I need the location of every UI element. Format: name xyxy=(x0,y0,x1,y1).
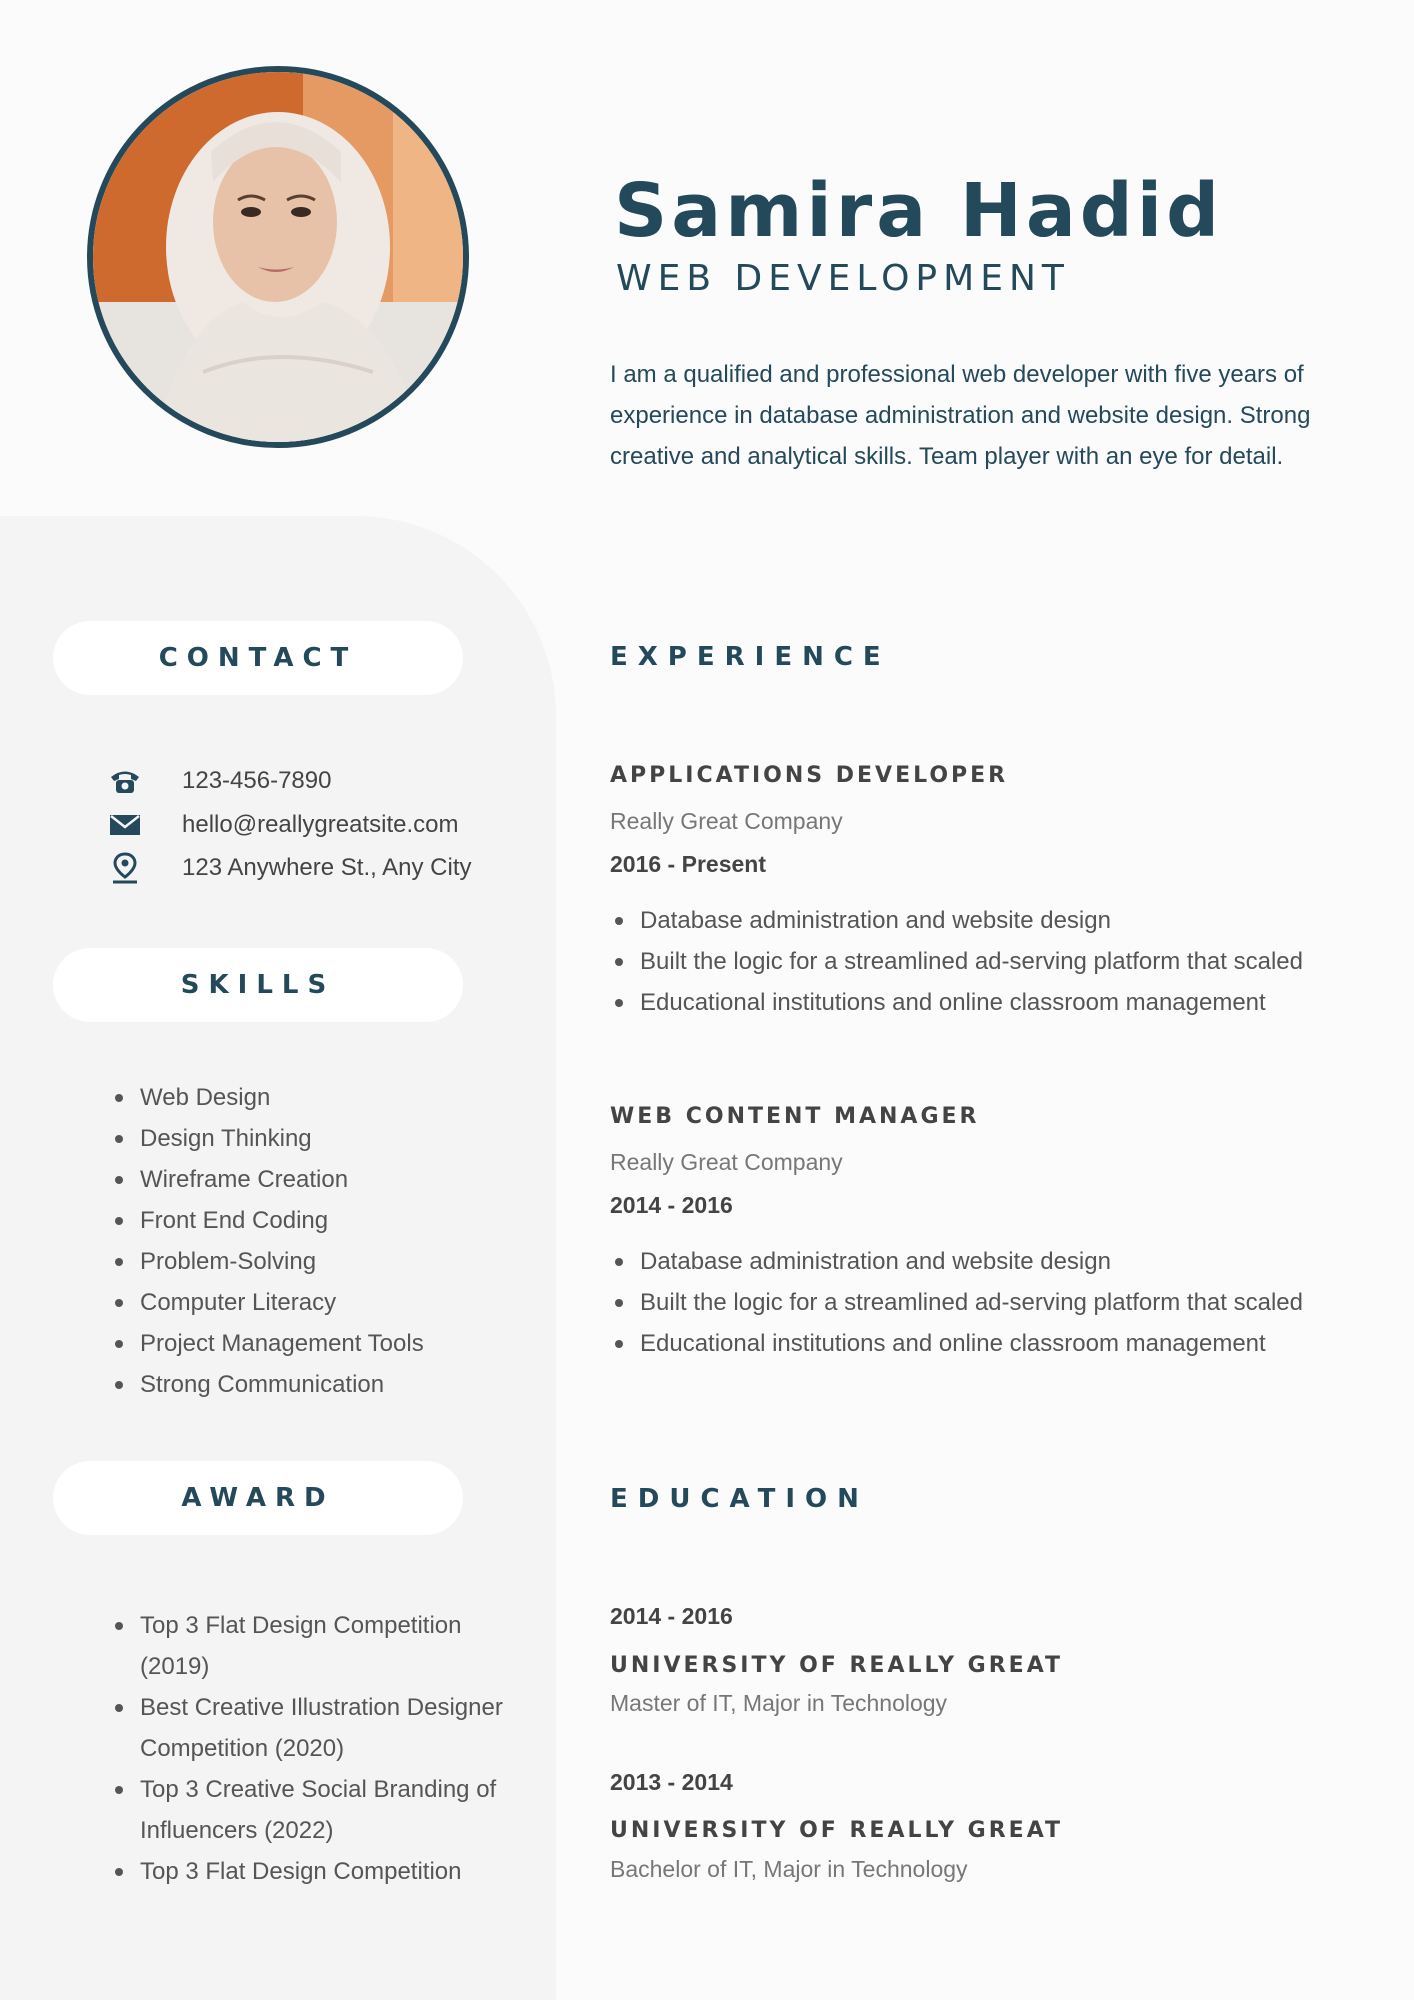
experience-heading: EXPERIENCE xyxy=(610,642,891,672)
list-item: Project Management Tools xyxy=(110,1323,424,1364)
job-role: WEB DEVELOPMENT xyxy=(616,258,1070,299)
list-item: Strong Communication xyxy=(110,1364,424,1405)
list-item: Design Thinking xyxy=(110,1118,424,1159)
phone-number[interactable]: 123-456-7890 xyxy=(182,767,332,794)
education-years: 2014 - 2016 xyxy=(610,1603,733,1629)
contact-address xyxy=(108,851,472,885)
profile-photo xyxy=(87,66,469,448)
list-item: Top 3 Flat Design Competition xyxy=(110,1851,530,1892)
award-list xyxy=(110,1605,530,1892)
list-item: Database administration and website design xyxy=(610,900,1340,941)
degree: Master of IT, Major in Technology xyxy=(610,1690,948,1716)
list-item: Built the logic for a streamlined ad-serving platform that scaled xyxy=(610,941,1340,982)
location-pin-icon xyxy=(108,851,142,885)
job-duties xyxy=(610,1241,1340,1364)
job-duties xyxy=(610,900,1340,1023)
mail-icon xyxy=(108,808,142,842)
list-item: Computer Literacy xyxy=(110,1282,424,1323)
skills-heading: SKILLS xyxy=(53,948,463,1022)
list-item: Built the logic for a streamlined ad-serving platform that scaled xyxy=(610,1282,1340,1323)
list-item: Top 3 Creative Social Branding of Influencers (2022) xyxy=(110,1769,530,1851)
list-item: Front End Coding xyxy=(110,1200,424,1241)
degree: Bachelor of IT, Major in Technology xyxy=(610,1856,968,1882)
school-name: UNIVERSITY OF REALLY GREAT xyxy=(610,1653,1064,1678)
list-item: Best Creative Illustration Designer Competition (2020) xyxy=(110,1687,530,1769)
company-name: Really Great Company xyxy=(610,808,843,834)
address: 123 Anywhere St., Any City xyxy=(182,854,472,881)
skills-list xyxy=(110,1077,424,1405)
education-years: 2013 - 2014 xyxy=(610,1769,733,1795)
list-item: Top 3 Flat Design Competition (2019) xyxy=(110,1605,530,1687)
contact-phone xyxy=(108,764,331,798)
award-heading: AWARD xyxy=(53,1461,463,1535)
phone-icon xyxy=(108,764,142,798)
list-item: Wireframe Creation xyxy=(110,1159,424,1200)
list-item: Educational institutions and online classroom management xyxy=(610,1323,1340,1364)
school-name: UNIVERSITY OF REALLY GREAT xyxy=(610,1818,1064,1843)
list-item: Educational institutions and online classroom management xyxy=(610,982,1340,1023)
list-item: Database administration and website design xyxy=(610,1241,1340,1282)
company-name: Really Great Company xyxy=(610,1149,843,1175)
job-years: 2016 - Present xyxy=(610,851,766,877)
person-name: Samira Hadid xyxy=(614,168,1224,254)
job-title: WEB CONTENT MANAGER xyxy=(610,1104,980,1129)
education-heading: EDUCATION xyxy=(610,1484,869,1514)
list-item: Problem-Solving xyxy=(110,1241,424,1282)
contact-email xyxy=(108,808,458,842)
list-item: Web Design xyxy=(110,1077,424,1118)
job-years: 2014 - 2016 xyxy=(610,1192,733,1218)
email-address[interactable]: hello@reallygreatsite.com xyxy=(182,811,459,838)
contact-heading: CONTACT xyxy=(53,621,463,695)
job-title: APPLICATIONS DEVELOPER xyxy=(610,763,1009,788)
profile-summary: I am a qualified and professional web developer with five years of experience in database administration and website design. Strong creative and analytical skills. Team player with an eye for detail. xyxy=(610,361,1311,470)
